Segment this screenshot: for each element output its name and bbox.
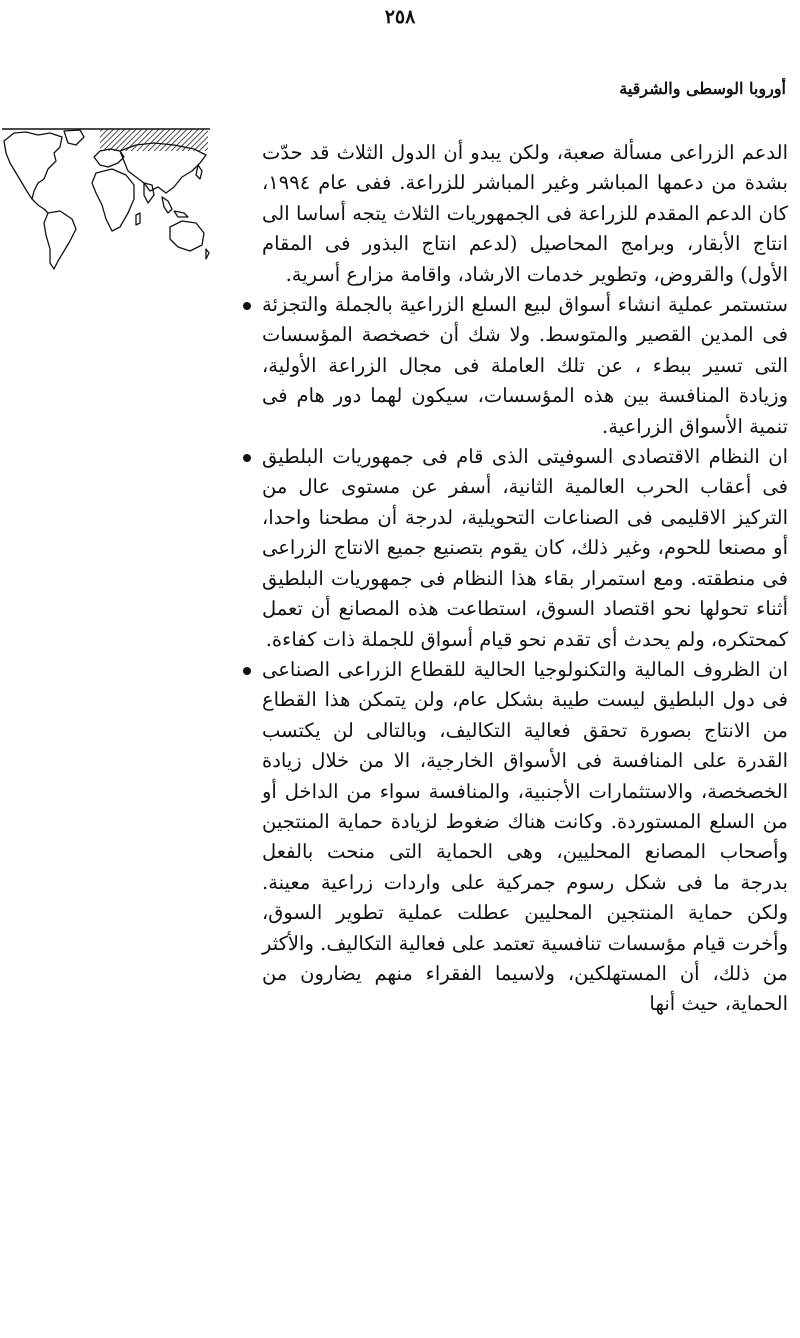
intro-paragraph: الدعم الزراعى مسألة صعبة، ولكن يبدو أن الدول الثلاث قد حدّت بشدة من دعمها المباشر وغير المباشر للزراعة. ففى عام ١٩٩٤، كان الدعم المقدم للزراعة فى الجمهوريات الثلاث يتجه أساسا الى انتاج الأبقار، وبرامج المحاصيل (لدعم انتاج البذور فى المقام الأول) والقروض، وتطوير خدمات الارشاد، واقامة مزارع أسرية. bbox=[262, 141, 788, 286]
bullet-dot-icon bbox=[243, 667, 251, 675]
world-map-icon bbox=[2, 127, 210, 273]
running-header: أوروبا الوسطى والشرقية bbox=[619, 79, 786, 98]
body-text bbox=[262, 138, 788, 1020]
bullet-dot-icon bbox=[243, 302, 251, 310]
bullet-item-1 bbox=[262, 290, 788, 442]
bullet-text: ان الظروف المالية والتكنولوجيا الحالية للقطاع الزراعى الصناعى فى دول البلطيق ليست طيبة بشكل عام، ولن يتمكن هذا القطاع من الانتاج بصورة تحقق فعالية التكاليف، وبالتالى لن يكتسب القدرة على المنافسة فى الأسواق الخارجية، الا من خلال زيادة الخصخصة، والاستثمارات الأجنبية، والمنافسة سواء من الداخل أو من السلع المستوردة. وكانت هناك ضغوط لزيادة حماية المنتجين وأصحاب المصانع المحليين، وهى الحماية التى منحت بالفعل بدرجة ما فى شكل رسوم جمركية على واردات زراعية معينة. ولكن حماية المنتجين المحليين عطلت عملية تطوير السوق، وأخرت قيام مؤسسات تنافسية تعتمد على فعالية التكاليف. والأكثر من ذلك، أن المستهلكين، ولاسيما الفقراء منهم يضارون من الحماية، حيث أنها bbox=[262, 657, 788, 1016]
bullet-text: ان النظام الاقتصادى السوفيتى الذى قام فى جمهوريات البلطيق فى أعقاب الحرب العالمية الثانية، أسفر عن مستوى عال من التركيز الاقليمى فى الصناعات التحويلية، لدرجة أن مطحنا واحدا، أو مصنعا للحوم، وغير ذلك، كان يقوم بتصنيع جميع الانتاج الزراعى فى منطقته. ومع استمرار بقاء هذا النظام فى جمهوريات البلطيق أثناء تحولها نحو اقتصاد السوق، استطاعت هذه المصانع أن تعمل كمحتكره، ولم يحدث أى تقدم نحو قيام أسواق للجملة ذات كفاءة. bbox=[262, 445, 788, 651]
bullet-dot-icon bbox=[243, 454, 251, 462]
bullet-item-2 bbox=[262, 442, 788, 655]
bullet-item-3 bbox=[262, 655, 788, 1020]
bullet-text: ستستمر عملية انشاء أسواق لبيع السلع الزراعية بالجملة والتجزئة فى المدين القصير والمتوسط. ولا شك أن خصخصة المؤسسات التى تسير ببطء ، عن تلك العاملة فى مجال الزراعة الأولية، وزيادة المنافسة بين هذه المؤسسات، سيكون لهما دور هام فى تنمية الأسواق الزراعية. bbox=[262, 293, 788, 438]
page-number: ٢٥٨ bbox=[384, 6, 416, 28]
